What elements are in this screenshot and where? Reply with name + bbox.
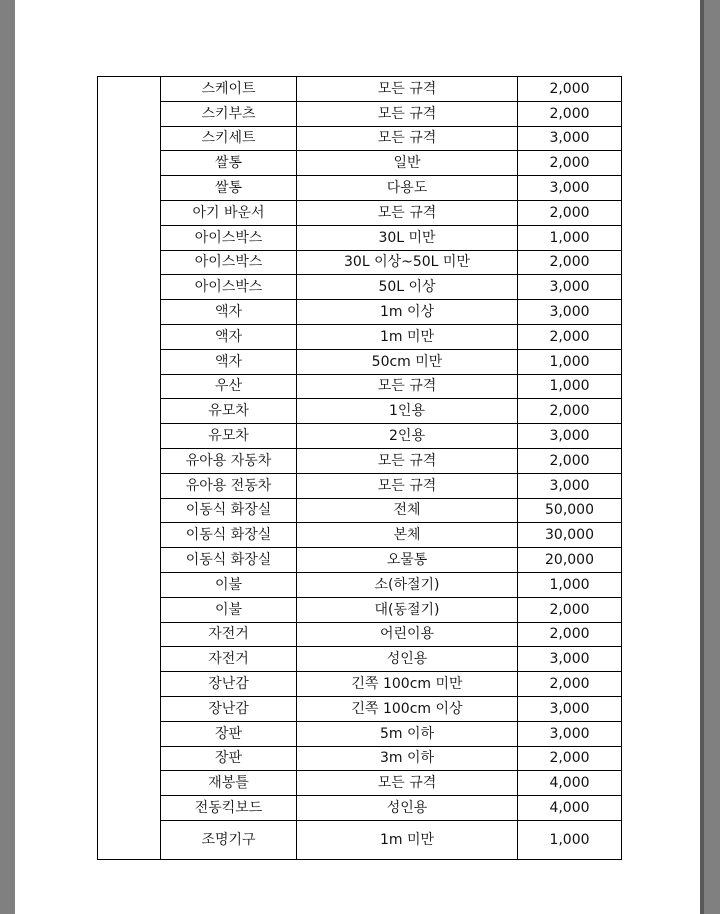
table-row [98,548,622,573]
fee-cell: 30,000 [518,523,622,548]
spec-cell: 모든 규격 [297,77,518,102]
spec-cell: 긴쪽 100cm 이상 [297,696,518,721]
spec-cell: 2인용 [297,424,518,449]
table-row [98,200,622,225]
table-row [98,151,622,176]
spec-cell: 모든 규격 [297,126,518,151]
item-name-cell: 쌀통 [161,176,297,201]
table-row [98,275,622,300]
item-name-cell: 액자 [161,324,297,349]
spec-cell: 50L 이상 [297,275,518,300]
table-row [98,647,622,672]
item-name-cell: 액자 [161,349,297,374]
table-row [98,448,622,473]
spec-cell: 소(하절기) [297,572,518,597]
table-row [98,622,622,647]
spec-cell: 모든 규격 [297,473,518,498]
fee-cell: 2,000 [518,399,622,424]
fee-cell: 4,000 [518,796,622,821]
fee-cell: 3,000 [518,126,622,151]
fee-cell: 1,000 [518,225,622,250]
fee-cell: 3,000 [518,300,622,325]
item-name-cell: 유아용 전동차 [161,473,297,498]
fee-cell: 3,000 [518,721,622,746]
table-row [98,424,622,449]
table-row [98,523,622,548]
item-name-cell: 자전거 [161,622,297,647]
item-name-cell: 전동킥보드 [161,796,297,821]
spec-cell: 모든 규격 [297,200,518,225]
fee-cell: 3,000 [518,647,622,672]
item-name-cell: 이불 [161,572,297,597]
spec-cell: 일반 [297,151,518,176]
table-row [98,721,622,746]
spec-cell: 긴쪽 100cm 미만 [297,672,518,697]
item-name-cell: 아이스박스 [161,275,297,300]
fee-cell: 2,000 [518,622,622,647]
spec-cell: 오물통 [297,548,518,573]
fee-cell: 4,000 [518,771,622,796]
item-name-cell: 유모차 [161,424,297,449]
item-name-cell: 이불 [161,597,297,622]
fee-cell: 1,000 [518,572,622,597]
fee-cell: 2,000 [518,151,622,176]
table-row [98,473,622,498]
fee-cell: 2,000 [518,200,622,225]
item-name-cell: 유모차 [161,399,297,424]
item-name-cell: 스키부츠 [161,101,297,126]
spec-cell: 전체 [297,498,518,523]
item-name-cell: 장난감 [161,672,297,697]
table-row [98,820,622,859]
item-name-cell: 아기 바운서 [161,200,297,225]
category-cell [98,77,161,860]
disposal-fee-table [97,76,622,860]
page-edge-shadow [700,0,704,914]
table-row [98,399,622,424]
item-name-cell: 장판 [161,721,297,746]
item-name-cell: 재봉틀 [161,771,297,796]
fee-cell: 3,000 [518,275,622,300]
table-row [98,572,622,597]
fee-cell: 50,000 [518,498,622,523]
fee-cell: 2,000 [518,101,622,126]
fee-cell: 2,000 [518,597,622,622]
table-row [98,597,622,622]
table-row [98,746,622,771]
table-row [98,300,622,325]
item-name-cell: 자전거 [161,647,297,672]
table-row [98,250,622,275]
item-name-cell: 장판 [161,746,297,771]
spec-cell: 1인용 [297,399,518,424]
item-name-cell: 조명기구 [161,820,297,859]
spec-cell: 3m 이하 [297,746,518,771]
fee-cell: 2,000 [518,324,622,349]
spec-cell: 모든 규격 [297,448,518,473]
spec-cell: 성인용 [297,647,518,672]
table-row [98,498,622,523]
item-name-cell: 아이스박스 [161,250,297,275]
item-name-cell: 쌀통 [161,151,297,176]
spec-cell: 모든 규격 [297,771,518,796]
spec-cell: 30L 이상~50L 미만 [297,250,518,275]
item-name-cell: 유아용 자동차 [161,448,297,473]
fee-cell: 20,000 [518,548,622,573]
table-row [98,126,622,151]
fee-cell: 2,000 [518,746,622,771]
spec-cell: 어린이용 [297,622,518,647]
item-name-cell: 스케이트 [161,77,297,102]
fee-cell: 1,000 [518,820,622,859]
spec-cell: 모든 규격 [297,374,518,399]
item-name-cell: 이동식 화장실 [161,498,297,523]
item-name-cell: 스키세트 [161,126,297,151]
fee-cell: 2,000 [518,77,622,102]
item-name-cell: 이동식 화장실 [161,548,297,573]
fee-cell: 3,000 [518,696,622,721]
fee-cell: 1,000 [518,349,622,374]
spec-cell: 대(동절기) [297,597,518,622]
spec-cell: 1m 미만 [297,324,518,349]
item-name-cell: 이동식 화장실 [161,523,297,548]
fee-cell: 2,000 [518,672,622,697]
table-row [98,101,622,126]
table-row [98,225,622,250]
table-row [98,176,622,201]
fee-cell: 3,000 [518,424,622,449]
fee-cell: 2,000 [518,448,622,473]
spec-cell: 1m 이상 [297,300,518,325]
table-row [98,349,622,374]
table-row [98,696,622,721]
table-row [98,672,622,697]
table-row [98,771,622,796]
item-name-cell: 아이스박스 [161,225,297,250]
spec-cell: 1m 미만 [297,820,518,859]
fee-cell: 1,000 [518,374,622,399]
spec-cell: 50cm 미만 [297,349,518,374]
fee-cell: 2,000 [518,250,622,275]
table-row [98,77,622,102]
spec-cell: 5m 이하 [297,721,518,746]
fee-cell: 3,000 [518,176,622,201]
table-row [98,324,622,349]
document-page [15,0,700,914]
item-name-cell: 장난감 [161,696,297,721]
spec-cell: 모든 규격 [297,101,518,126]
fee-table-body [98,77,622,860]
table-row [98,374,622,399]
item-name-cell: 우산 [161,374,297,399]
item-name-cell: 액자 [161,300,297,325]
table-row [98,796,622,821]
spec-cell: 30L 미만 [297,225,518,250]
spec-cell: 본체 [297,523,518,548]
spec-cell: 다용도 [297,176,518,201]
fee-cell: 3,000 [518,473,622,498]
spec-cell: 성인용 [297,796,518,821]
